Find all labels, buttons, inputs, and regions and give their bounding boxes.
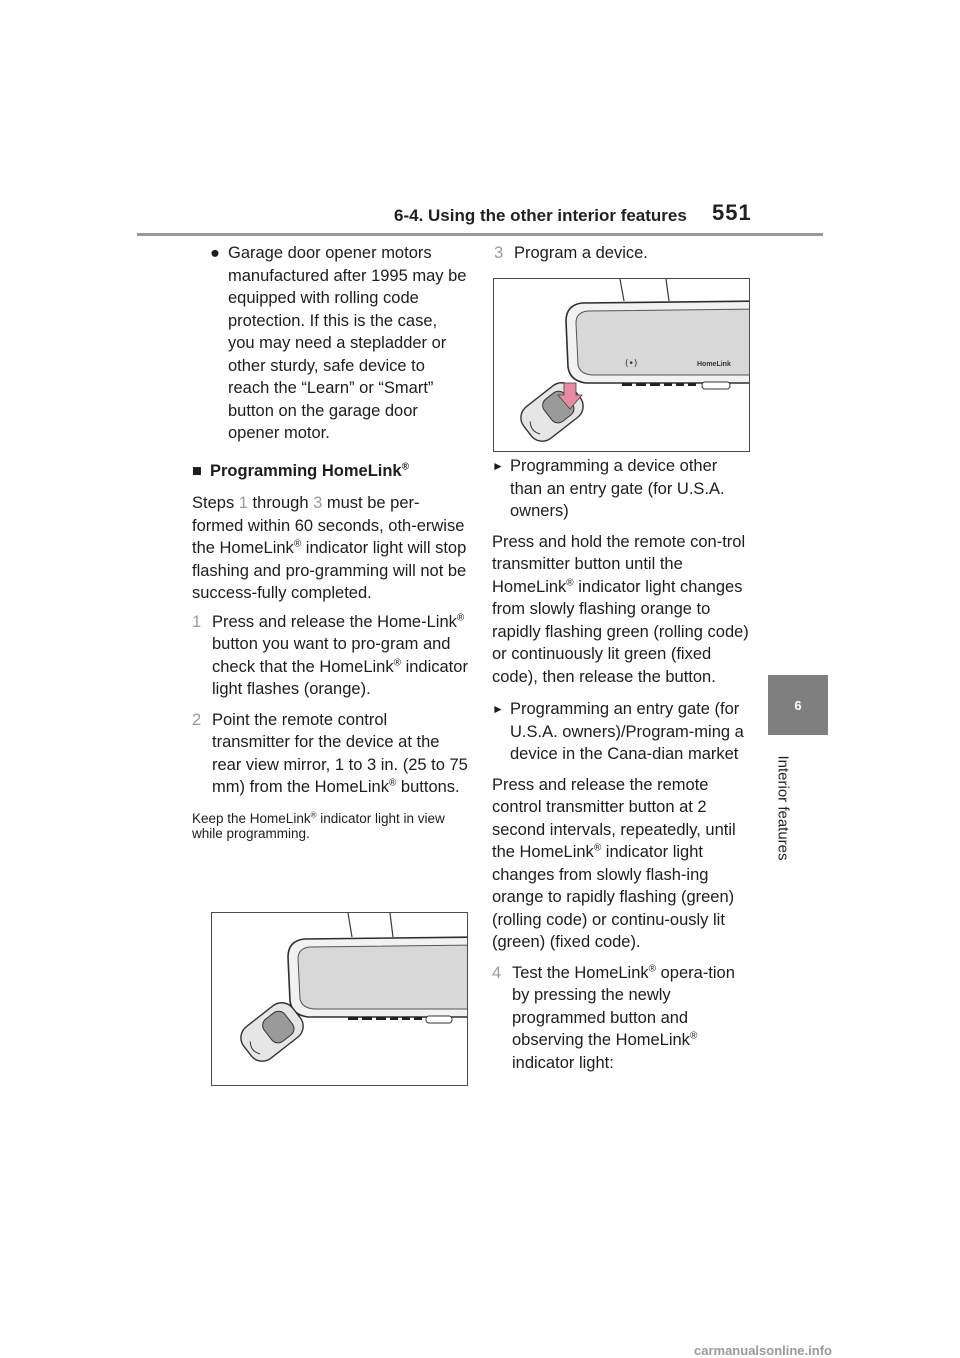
mirror-stem-left bbox=[348, 913, 352, 937]
step-4 bbox=[492, 962, 750, 1075]
step-2 bbox=[192, 709, 468, 799]
programming-heading-text: Programming HomeLink bbox=[210, 461, 402, 480]
registered-mark: ® bbox=[648, 963, 657, 974]
step-3-text: Program a device. bbox=[514, 244, 648, 262]
rolling-code-note bbox=[210, 242, 468, 445]
mirror-button-pill bbox=[702, 382, 730, 389]
intro-text-2: through bbox=[247, 494, 314, 512]
registered-mark: ® bbox=[689, 1030, 698, 1042]
mirror-aim-illustration bbox=[211, 912, 468, 1086]
intro-text-1: Steps bbox=[192, 494, 239, 512]
registered-mark: ® bbox=[401, 461, 409, 472]
programming-heading bbox=[192, 460, 468, 483]
left-column bbox=[192, 242, 468, 841]
rolling-code-text: Garage door opener motors manufactured after 1995 may be equipped with rolling code protection. If this is the case, you may need a stepladder or other sturdy, safe device to reach the “Learn” or “Smart” button on the garage door opener motor. bbox=[228, 244, 467, 442]
mirror-stem-left bbox=[620, 279, 624, 301]
figure-caption bbox=[192, 811, 468, 841]
mirror-program-drawing bbox=[494, 279, 749, 451]
mirror-remote-drawing bbox=[212, 913, 467, 1085]
step-ref-1: 1 bbox=[238, 494, 248, 512]
chapter-label-text: Interior features bbox=[774, 754, 792, 861]
bullet-dot-icon: ● bbox=[210, 244, 220, 262]
homelink-logo: HomeLink bbox=[697, 361, 731, 368]
mirror-button-pill bbox=[426, 1016, 452, 1023]
square-marker-icon: ■ bbox=[192, 461, 202, 480]
registered-mark: ® bbox=[593, 842, 602, 854]
section-title: 6-4. Using the other interior features bbox=[394, 206, 687, 225]
chapter-number: 6 bbox=[794, 697, 802, 713]
sub-body-1-b: indicator light changes from slowly flashing orange to rapidly flashing green (rolling code) or continuously lit green (fixed code), then release the button. bbox=[492, 577, 749, 686]
caption-text-b: indicator light in view while programming. bbox=[192, 810, 445, 841]
registered-mark: ® bbox=[456, 612, 465, 623]
intro-text-3: must be per-formed within 60 seconds, oth-erwise the HomeLink bbox=[192, 494, 465, 557]
sub-body-2-a: Press and release the remote control transmitter button at 2 second intervals, repeatedly, until the HomeLink bbox=[492, 775, 736, 861]
triangle-marker-icon: ► bbox=[492, 702, 504, 716]
sub-heading-1 bbox=[492, 455, 750, 523]
header-divider bbox=[137, 233, 823, 236]
sub-heading-1-text: Programming a device other than an entry gate (for U.S.A. owners) bbox=[510, 457, 725, 520]
sub-heading-2-text: Programming an entry gate (for U.S.A. owners)/Program-ming a device in the Cana-dian market bbox=[510, 700, 744, 763]
sub-body-1-a: Press and hold the remote con-trol transmitter button until the HomeLink bbox=[492, 532, 746, 596]
indicator-light-icon: (•) bbox=[625, 359, 638, 369]
right-column-top bbox=[494, 242, 752, 265]
step-1 bbox=[192, 611, 468, 701]
step-4-text-b: opera-tion by pressing the newly programmed button and observing the HomeLink bbox=[512, 963, 735, 1049]
registered-mark: ® bbox=[293, 538, 302, 550]
registered-mark: ® bbox=[388, 777, 397, 789]
mirror-glass bbox=[298, 945, 467, 1009]
sub-body-1 bbox=[492, 531, 750, 689]
chapter-tab bbox=[768, 675, 828, 735]
step-4-number: 4 bbox=[492, 963, 502, 982]
step-2-text-a: Point the remote control transmitter for the device at the rear view mirror, 1 to 3 in. (25 to 75 mm) from the HomeLink bbox=[212, 710, 468, 796]
step-3 bbox=[494, 242, 752, 265]
registered-mark: ® bbox=[310, 810, 317, 819]
step-ref-3: 3 bbox=[313, 494, 323, 512]
mirror-program-illustration bbox=[493, 278, 750, 452]
step-4-text-c: indicator light: bbox=[512, 1053, 614, 1072]
registered-mark: ® bbox=[566, 577, 574, 588]
sub-body-2-b: indicator light changes from slowly flash-ing orange to rapidly flashing (green) (rolling code) or continu-ously lit (green) (fixed code). bbox=[492, 843, 735, 951]
sub-heading-2 bbox=[492, 698, 750, 766]
remote-transmitter-icon bbox=[515, 377, 588, 447]
step-3-number: 3 bbox=[494, 244, 504, 262]
right-column-body bbox=[492, 455, 750, 1074]
registered-mark: ® bbox=[393, 657, 401, 668]
step-1-text-c: indicator light flashes (orange). bbox=[212, 657, 468, 698]
step-2-number: 2 bbox=[192, 710, 202, 729]
sub-body-2 bbox=[492, 774, 750, 954]
mirror-stem-right bbox=[390, 913, 393, 937]
step-4-text-a: Test the HomeLink bbox=[512, 963, 649, 982]
mirror-stem-right bbox=[666, 279, 669, 301]
intro-paragraph bbox=[192, 492, 468, 605]
page-number: 551 bbox=[712, 200, 752, 225]
step-1-text-a: Press and release the Home-Link bbox=[212, 612, 457, 631]
intro-text-4: indicator light will stop flashing and pro-gramming will not be success-fully completed. bbox=[192, 539, 467, 602]
caption-text-a: Keep the HomeLink bbox=[192, 810, 311, 826]
watermark: carmanualsonline.info bbox=[694, 1343, 832, 1358]
step-1-number: 1 bbox=[192, 612, 202, 631]
triangle-marker-icon: ► bbox=[492, 459, 504, 473]
chapter-label bbox=[770, 745, 796, 870]
step-1-text-b: button you want to pro-gram and check that the HomeLink bbox=[212, 635, 451, 676]
step-2-text-b: buttons. bbox=[396, 778, 460, 796]
